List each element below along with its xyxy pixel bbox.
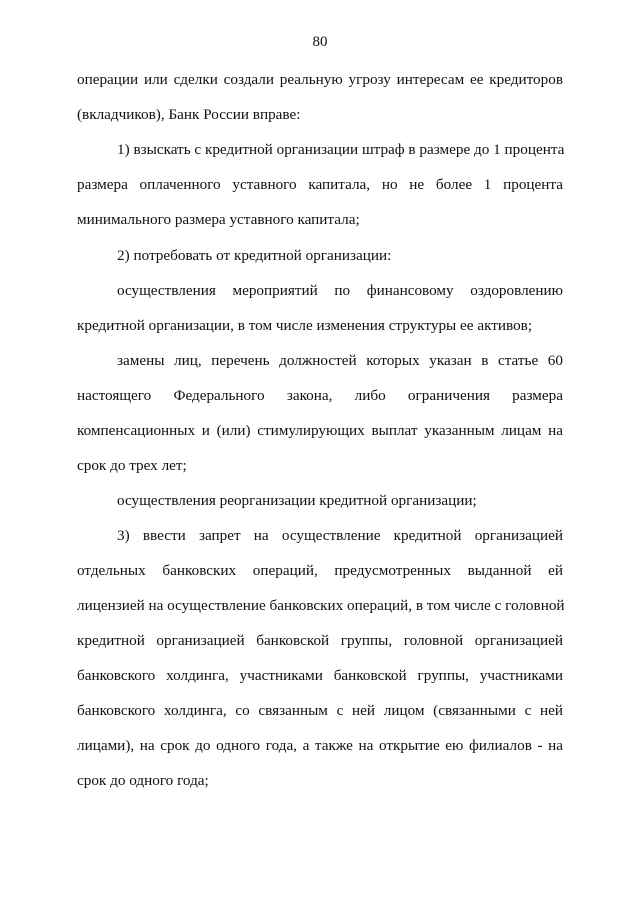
- text-line: кредитной организацией банковской группы, головной организацией: [77, 632, 563, 649]
- text-line: настоящего Федерального закона, либо ограничения размера: [77, 387, 563, 404]
- page-number: 80: [312, 34, 328, 50]
- text-line: срок до трех лет;: [77, 457, 187, 474]
- text-line: операции или сделки создали реальную угрозу интересам ее кредиторов: [77, 71, 563, 88]
- text-line: (вкладчиков), Банк России вправе:: [77, 106, 301, 123]
- text-line-indented: осуществления мероприятий по финансовому оздоровлению: [117, 282, 563, 299]
- text-line-indented: замены лиц, перечень должностей которых указан в статье 60: [117, 352, 563, 369]
- text-line-indented: осуществления реорганизации кредитной организации;: [117, 492, 477, 509]
- text-line: банковского холдинга, со связанным с ней лицом (связанными с ней: [77, 702, 563, 719]
- text-line: банковского холдинга, участниками банковской группы, участниками: [77, 667, 563, 684]
- text-line-indented: 1) взыскать с кредитной организации штраф в размере до 1 процента: [117, 141, 565, 158]
- text-line-indented: 2) потребовать от кредитной организации:: [117, 247, 392, 264]
- text-line: срок до одного года;: [77, 772, 209, 789]
- text-line: отдельных банковских операций, предусмотренных выданной ей: [77, 562, 563, 579]
- text-line: лицензией на осуществление банковских операций, в том числе с головной: [77, 597, 565, 614]
- text-line: лицами), на срок до одного года, а также на открытие ею филиалов - на: [77, 737, 563, 754]
- text-line: размера оплаченного уставного капитала, но не более 1 процента: [77, 176, 563, 193]
- text-line: кредитной организации, в том числе изменения структуры ее активов;: [77, 317, 533, 334]
- text-line-indented: 3) ввести запрет на осуществление кредитной организацией: [117, 527, 563, 544]
- text-line: минимального размера уставного капитала;: [77, 211, 360, 228]
- text-line: компенсационных и (или) стимулирующих выплат указанным лицам на: [77, 422, 563, 439]
